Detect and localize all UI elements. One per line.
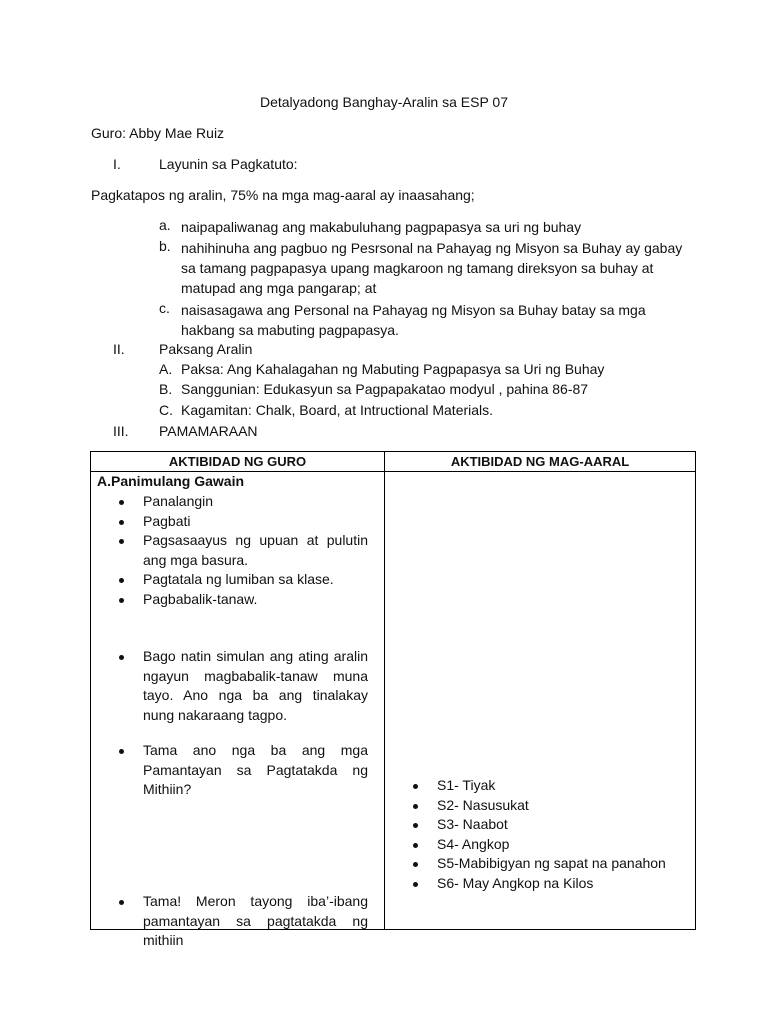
- teacher-name: Guro: Abby Mae Ruiz: [91, 125, 225, 141]
- teacher-activity-cell: [91, 472, 385, 948]
- list-item: S4- Angkop: [407, 835, 677, 855]
- list-item: S1- Tiyak: [407, 776, 677, 796]
- activity-section-title: A.Panimulang Gawain: [97, 473, 245, 489]
- subject-item-text: Sanggunian: Edukasyun sa Pagpapakatao modyul , pahina 86-87: [181, 381, 589, 397]
- section-number-2: II.: [113, 341, 125, 357]
- section-number-1: I.: [113, 156, 121, 172]
- teacher-response: Tama! Meron tayong iba’-ibang pamantayan sa pagtatakda ng mithiin: [113, 892, 368, 951]
- subject-item-letter: B.: [159, 381, 173, 397]
- objective-letter: a.: [159, 217, 171, 233]
- subject-item-text: Kagamitan: Chalk, Board, at Intructional Materials.: [181, 402, 494, 418]
- routine-list: [113, 492, 368, 609]
- subject-item-text: Paksa: Ang Kahalagahan ng Mabuting Pagpapasya sa Uri ng Buhay: [181, 361, 605, 377]
- list-item: Panalangin: [113, 492, 368, 512]
- section-number-3: III.: [113, 423, 129, 439]
- list-item: S3- Naabot: [407, 815, 677, 835]
- table-header-teacher: AKTIBIDAD NG GURO: [91, 452, 385, 472]
- procedure-table: [90, 451, 696, 948]
- objective-text: naisasagawa ang Personal na Pahayag ng Misyon sa Buhay batay sa mga hakbang sa mabuting pagpapasya.: [181, 302, 646, 338]
- section-title-subject: Paksang Aralin: [159, 341, 253, 357]
- objective-text: naipapaliwanag ang makabuluhang pagpapasya sa uri ng buhay: [181, 219, 582, 235]
- list-item: Pagsasaayus ng upuan at pulutin ang mga basura.: [113, 531, 368, 570]
- section-title-procedure: PAMAMARAAN: [159, 423, 258, 439]
- list-item: Pagbati: [113, 512, 368, 532]
- subject-item-letter: C.: [159, 402, 173, 418]
- document-title: Detalyadong Banghay-Aralin sa ESP 07: [259, 94, 508, 110]
- section-title-objectives: Layunin sa Pagkatuto:: [159, 156, 298, 172]
- table-header-student: AKTIBIDAD NG MAG-AARAL: [385, 452, 696, 472]
- subject-item-letter: A.: [159, 361, 173, 377]
- student-answers-list: [407, 776, 677, 893]
- list-item: Pagtatala ng lumiban sa klase.: [113, 570, 368, 590]
- teacher-question: Tama ano nga ba ang mga Pamantayan sa Pagtatakda ng Mithiin?: [113, 741, 368, 800]
- list-item: S2- Nasusukat: [407, 796, 677, 816]
- student-activity-cell: [385, 472, 696, 930]
- response-list: [113, 892, 368, 951]
- objective-letter: c.: [159, 300, 170, 316]
- objectives-intro: Pagkatapos ng aralin, 75% na mga mag-aaral ay inaasahang;: [91, 187, 475, 203]
- list-item: S6- May Angkop na Kilos: [407, 874, 677, 894]
- review-list: [113, 647, 368, 725]
- review-prompt: Bago natin simulan ang ating aralin ngayun magbabalik-tanaw muna tayo. Ano nga ba ang tinalakay nung nakaraang tagpo.: [113, 647, 368, 725]
- list-item: Pagbabalik-tanaw.: [113, 590, 368, 610]
- objective-text: nahihinuha ang pagbuo ng Pesrsonal na Pahayag ng Misyon sa Buhay ay gabay sa tamang pagpapasya upang magkaroon ng tamang direksyon sa buhay at matupad ang mga pangarap; at: [181, 240, 683, 296]
- objective-letter: b.: [159, 238, 171, 254]
- list-item: S5-Mabibigyan ng sapat na panahon: [407, 854, 677, 874]
- question-list: [113, 741, 368, 800]
